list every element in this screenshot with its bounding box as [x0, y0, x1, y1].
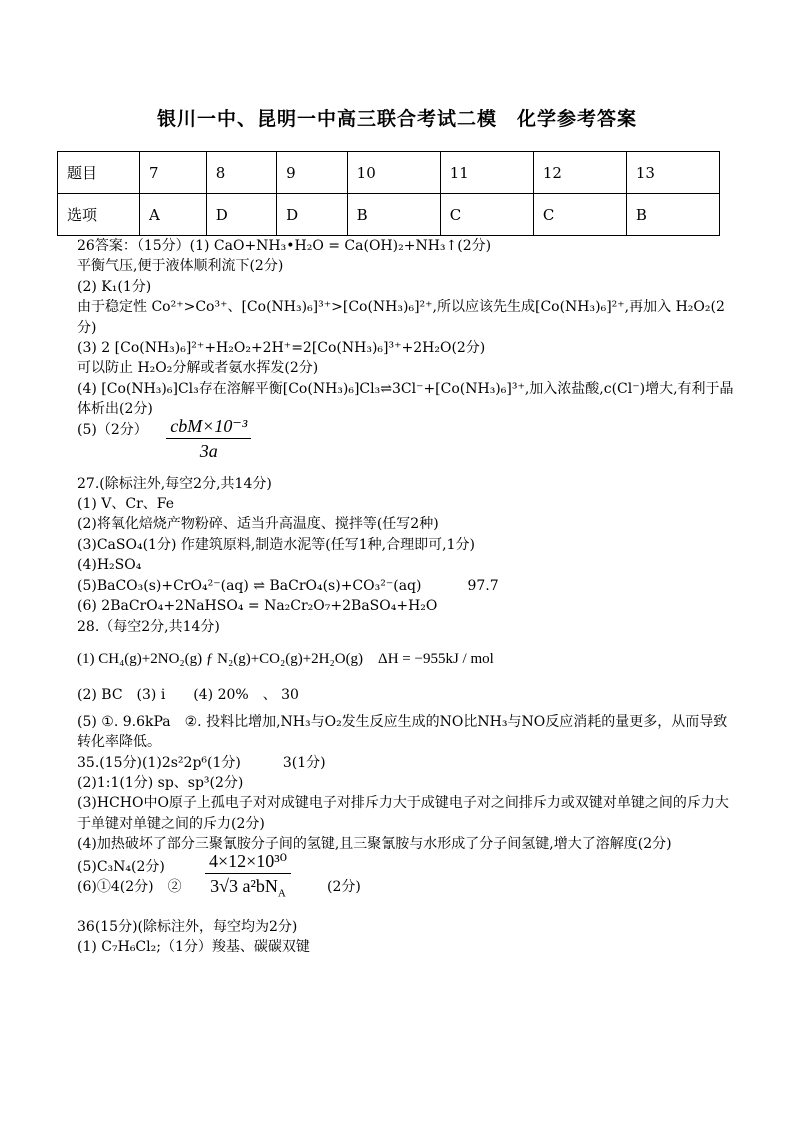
q26-line: 26答案：（15分）(1) CaO+NH₃•H₂O = Ca(OH)₂+NH₃↑(2分) [77, 238, 492, 254]
q27-value: 97.7 [467, 577, 499, 594]
table-cell: C [533, 194, 626, 236]
q27-line: (2)将氧化焙烧产物粉碎、适当升高温度、搅拌等(任写2种) [77, 516, 439, 533]
q35-fraction-block [77, 850, 737, 911]
q26-line: (3) 2 [Co(NH₃)₆]²⁺+H₂O₂+2H⁺=2[Co(NH₃)₆]³⁺+2H₂O(2分) [77, 340, 486, 357]
q35-line: 35.(15分)(1)2s²2p⁶(1分) 3(1分) [77, 754, 326, 771]
table-cell: 12 [533, 152, 626, 194]
q26-label: (5)（2分） [77, 421, 148, 438]
q28-heading: 28.（每空2分,共14分) [77, 618, 220, 635]
table-cell: 7 [140, 152, 207, 194]
q35-line: (4)加热破坏了部分三聚氰胺分子间的氢键,且三聚氰胺与水形成了分子间氢键,增大了溶解度(2分) [77, 836, 672, 853]
q28-equation: (1) CH₄(g)+2NO₂(g) ƒ N₂(g)+CO₂(g)+2H₂O(g) ΔH = −955kJ / mol [77, 650, 494, 667]
q27-line: (3)CaSO₄(1分) 作建筑原料,制造水泥等(任写1种,合理即可,1分) [77, 536, 475, 553]
table-cell: 选项 [58, 194, 140, 236]
table-cell: B [347, 194, 440, 236]
q36-line: (1) C₇H₆Cl₂;（1分）羧基、碳碳双键 [77, 938, 310, 955]
fraction-denominator-text: 3√3 a²bN [210, 875, 278, 896]
q26-fraction-line [77, 415, 737, 466]
fraction [205, 850, 291, 900]
table-row [58, 194, 720, 236]
table-cell: C [440, 194, 533, 236]
q26-line: (2) K₁(1分) [77, 278, 152, 295]
q36-heading: 36(15分)(除标注外，每空均为2分) [77, 918, 298, 935]
q35-line: (2)1:1(1分) sp、sp³(2分) [77, 774, 244, 791]
fraction-denominator-subscript: A [277, 887, 286, 900]
q26-line: 由于稳定性 Co²⁺>Co³⁺、[Co(NH₃)₆]³⁺>[Co(NH₃)₆]²⁺,所以应该先生成[Co(NH₃)₆]²⁺,再加入 H₂O₂(2分) [77, 299, 725, 336]
table-cell: 10 [347, 152, 440, 194]
table-cell: 8 [206, 152, 276, 194]
table-cell: 13 [626, 152, 719, 194]
page-title: 银川一中、昆明一中高三联合考试二模 化学参考答案 [156, 108, 637, 130]
q26-line: 平衡气压,便于液体顺利流下(2分) [77, 258, 284, 275]
q35-line: (6)①4(2分) ② [77, 878, 182, 895]
table-cell: 9 [277, 152, 347, 194]
q27-line: (1) V、Cr、Fe [77, 496, 175, 513]
fraction [166, 416, 251, 462]
q27-line: (4)H₂SO₄ [77, 557, 142, 574]
fraction-denominator [205, 874, 291, 900]
answer-table [57, 151, 720, 236]
q26-line: (4) [Co(NH₃)₆]Cl₃存在溶解平衡[Co(NH₃)₆]Cl₃⇌3Cl⁻+[Co(NH₃)₆]³⁺,加入浓盐酸,c(Cl⁻)增大,有利于晶体析出(2分) [77, 380, 734, 418]
q27-line [77, 576, 737, 596]
q27-line: (6) 2BaCrO₄+2NaHSO₄ = Na₂Cr₂O₇+2BaSO₄+H₂O [77, 598, 438, 615]
fraction-numerator: cbM×10⁻³ [166, 416, 251, 439]
q27-heading: 27.(除标注外,每空2分,共14分) [77, 475, 272, 492]
table-cell: A [140, 194, 207, 236]
fraction-denominator: 3a [199, 441, 218, 462]
table-cell: D [277, 194, 347, 236]
table-cell: 11 [440, 152, 533, 194]
q26-line: 可以防止 H₂O₂分解或者氨水挥发(2分) [77, 360, 319, 377]
table-cell: D [206, 194, 276, 236]
q35-line: (5)C₃N₄(2分) [77, 858, 165, 875]
q35-line: (3)HCHO中O原子上孤电子对对成键电子对排斥力大于成键电子对之间排斥力或双键对单键之间的斥力大于单键对单键之间的斥力(2分) [77, 795, 729, 832]
table-row [58, 152, 720, 194]
q35-score: (2分) [327, 878, 361, 895]
q28-line: (5) ①. 9.6kPa ②. 投料比增加,NH₃与O₂发生反应生成的NO比NH₃与NO反应消耗的量更多，从而导致转化率降低。 [77, 713, 728, 751]
table-cell: 题目 [58, 152, 140, 194]
answer-body [77, 236, 737, 957]
table-cell: B [626, 194, 719, 236]
q28-line: (2) BC (3) i (4) 20% 、 30 [77, 687, 299, 704]
fraction-numerator: 4×12×10³⁰ [205, 851, 291, 874]
q27-equation: (5)BaCO₃(s)+CrO₄²⁻(aq) ⇌ BaCrO₄(s)+CO₃²⁻(aq) [77, 577, 422, 594]
